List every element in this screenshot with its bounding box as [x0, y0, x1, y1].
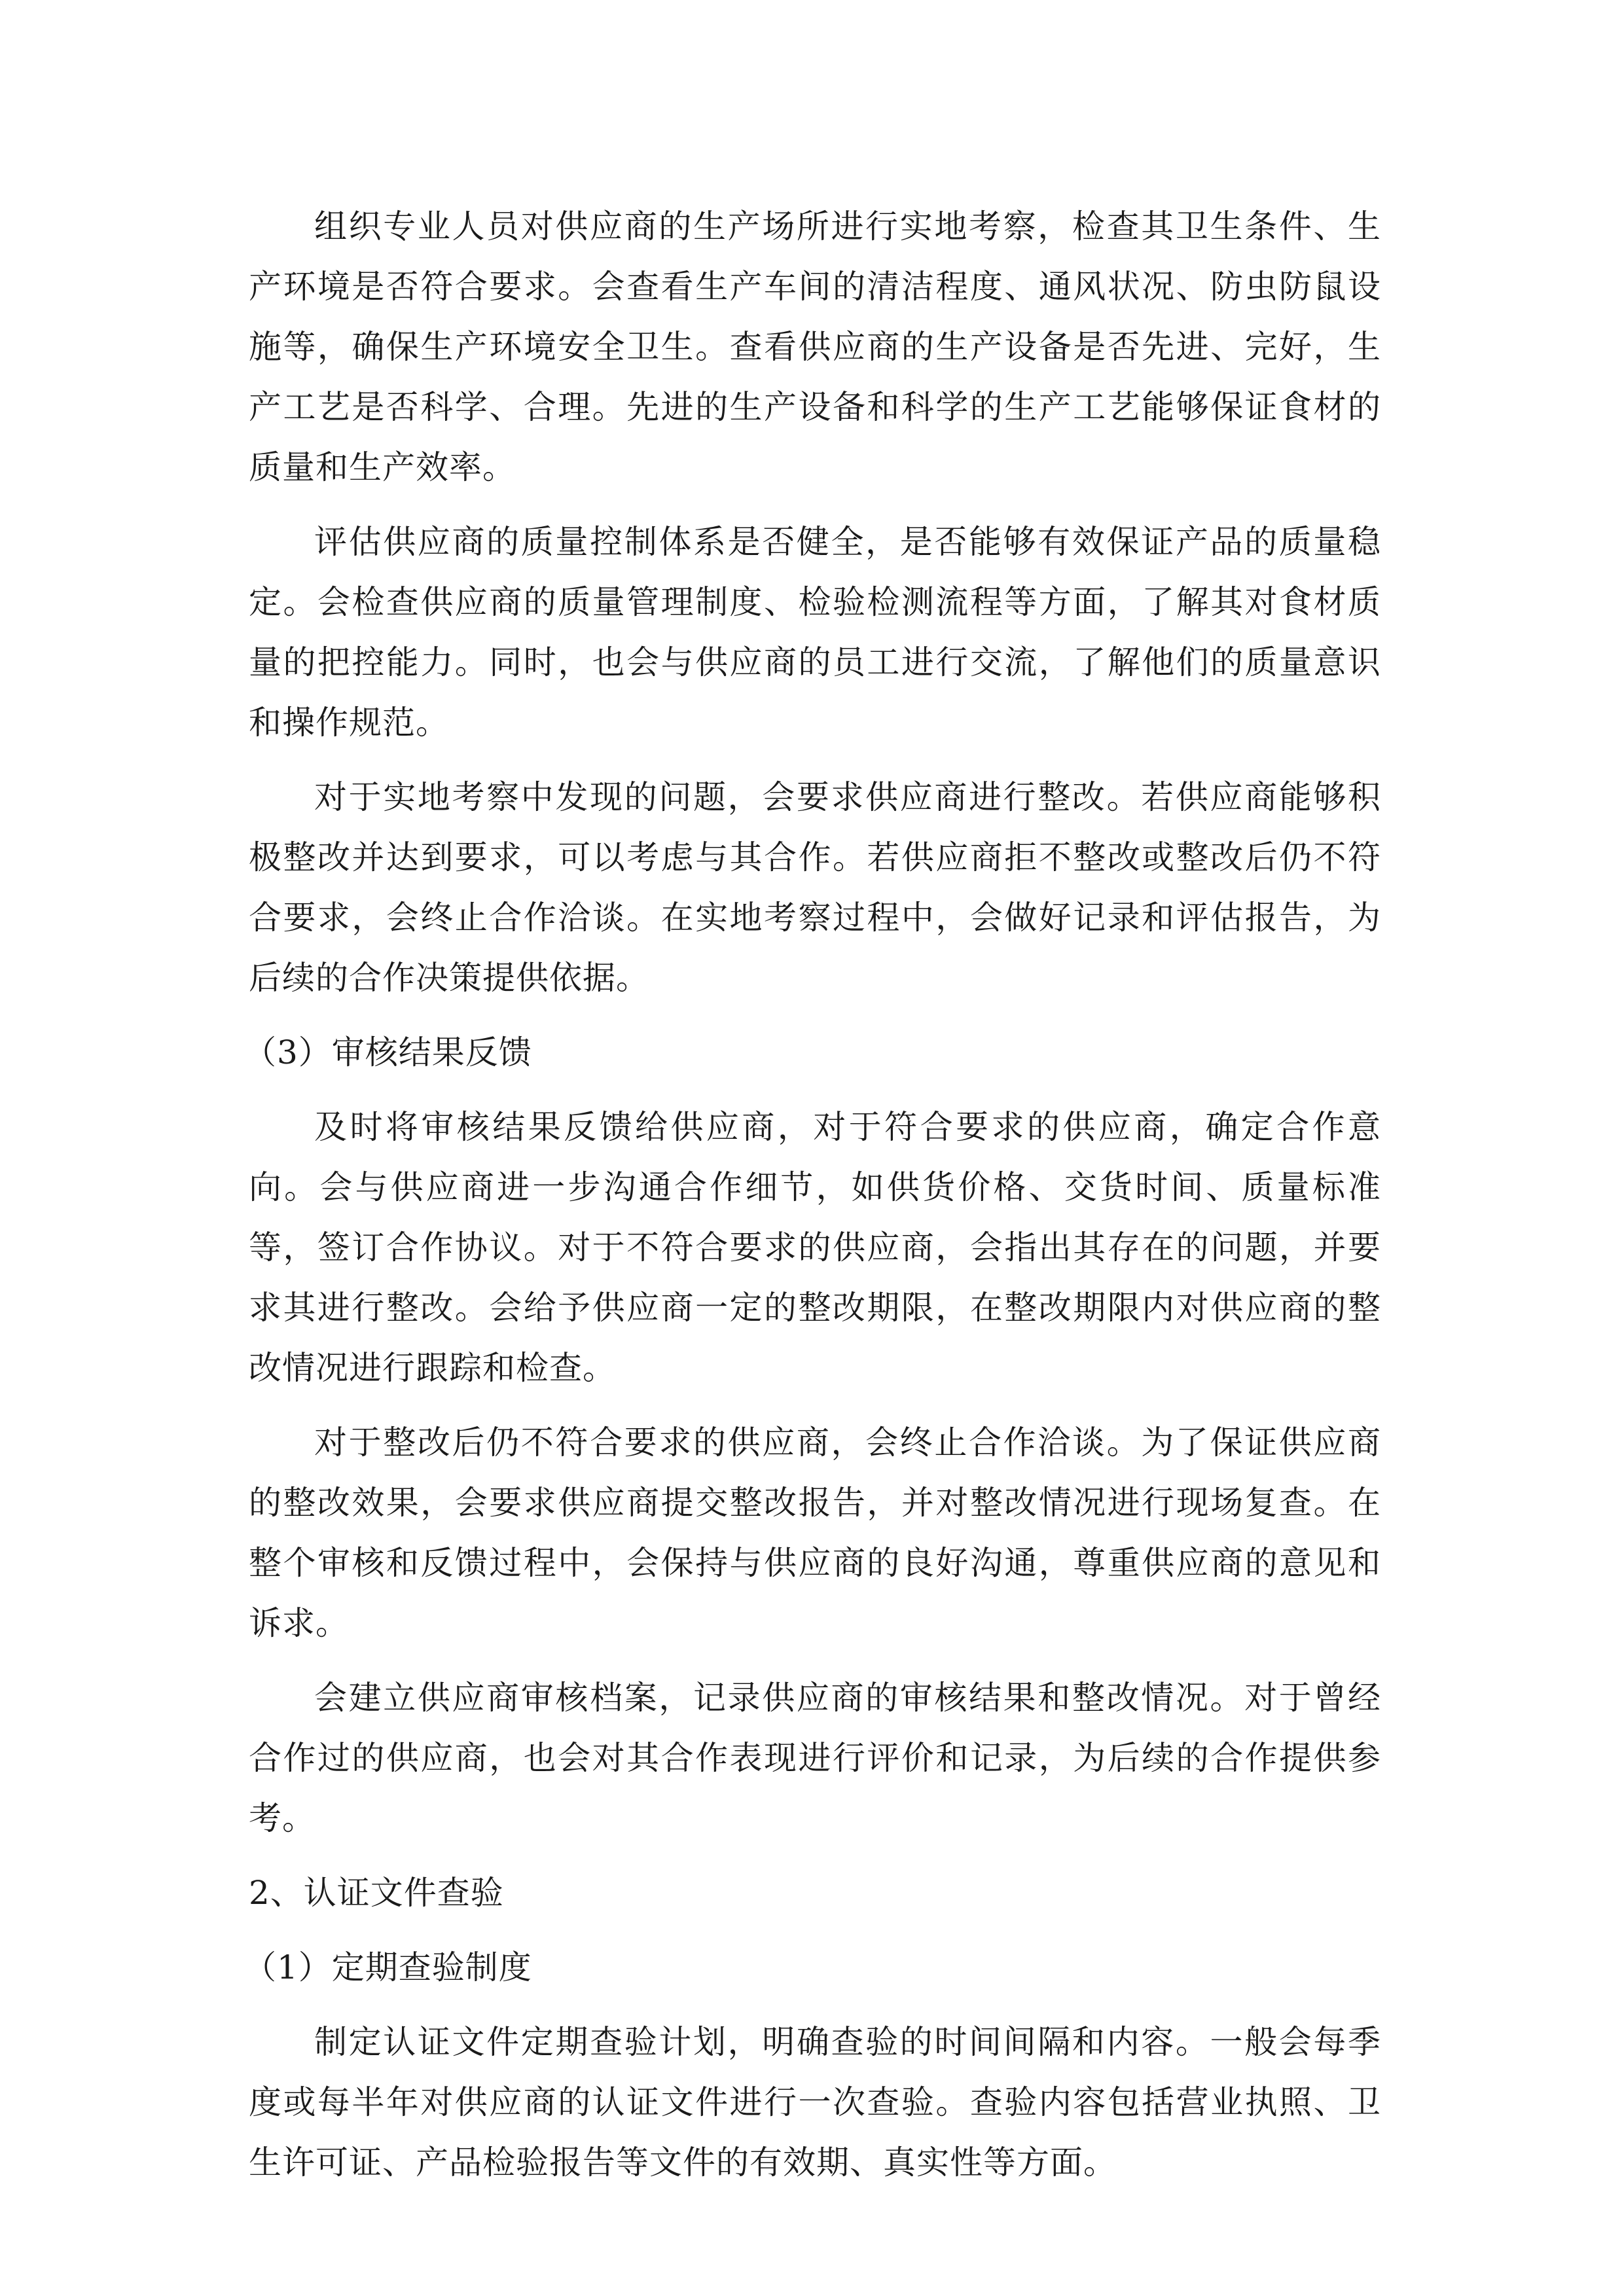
heading-certificate-check: 2、认证文件查验	[249, 1874, 504, 1912]
document-body	[244, 196, 1381, 2207]
paragraph-feedback-results: 及时将审核结果反馈给供应商，对于符合要求的供应商，确定合作意向。会与供应商进一步沟通合作细节，如供货价格、交货时间、质量标准等，签订合作协议。对于不符合要求的供应商，会指出其存在的问题，并要求其进行整改。会给予供应商一定的整改期限，在整改期限内对供应商的整改情况进行跟踪和检查。	[249, 1108, 1381, 1387]
paragraph-terminate-cooperation: 对于整改后仍不符合要求的供应商，会终止合作洽谈。为了保证供应商的整改效果，会要求供应商提交整改报告，并对整改情况进行现场复查。在整个审核和反馈过程中，会保持与供应商的良好沟通，尊重供应商的意见和诉求。	[249, 1424, 1381, 1642]
paragraph-audit-archive: 会建立供应商审核档案，记录供应商的审核结果和整改情况。对于曾经合作过的供应商，也会对其合作表现进行评价和记录，为后续的合作提供参考。	[249, 1679, 1381, 1837]
paragraph-site-inspection: 组织专业人员对供应商的生产场所进行实地考察，检查其卫生条件、生产环境是否符合要求。会查看生产车间的清洁程度、通风状况、防虫防鼠设施等，确保生产环境安全卫生。查看供应商的生产设备是否先进、完好，生产工艺是否科学、合理。先进的生产设备和科学的生产工艺能够保证食材的质量和生产效率。	[249, 207, 1381, 486]
heading-audit-feedback: （3）审核结果反馈	[244, 1033, 532, 1071]
paragraph-quality-control: 评估供应商的质量控制体系是否健全，是否能够有效保证产品的质量稳定。会检查供应商的质量管理制度、检验检测流程等方面，了解其对食材质量的把控能力。同时，也会与供应商的员工进行交流，了解他们的质量意识和操作规范。	[249, 523, 1381, 742]
paragraph-rectification: 对于实地考察中发现的问题，会要求供应商进行整改。若供应商能够积极整改并达到要求，可以考虑与其合作。若供应商拒不整改或整改后仍不符合要求，会终止合作洽谈。在实地考察过程中，会做好记录和评估报告，为后续的合作决策提供依据。	[249, 778, 1381, 997]
paragraph-check-plan: 制定认证文件定期查验计划，明确查验的时间间隔和内容。一般会每季度或每半年对供应商的认证文件进行一次查验。查验内容包括营业执照、卫生许可证、产品检验报告等文件的有效期、真实性等方面。	[249, 2023, 1381, 2181]
heading-regular-check-system: （1）定期查验制度	[244, 1948, 532, 1986]
